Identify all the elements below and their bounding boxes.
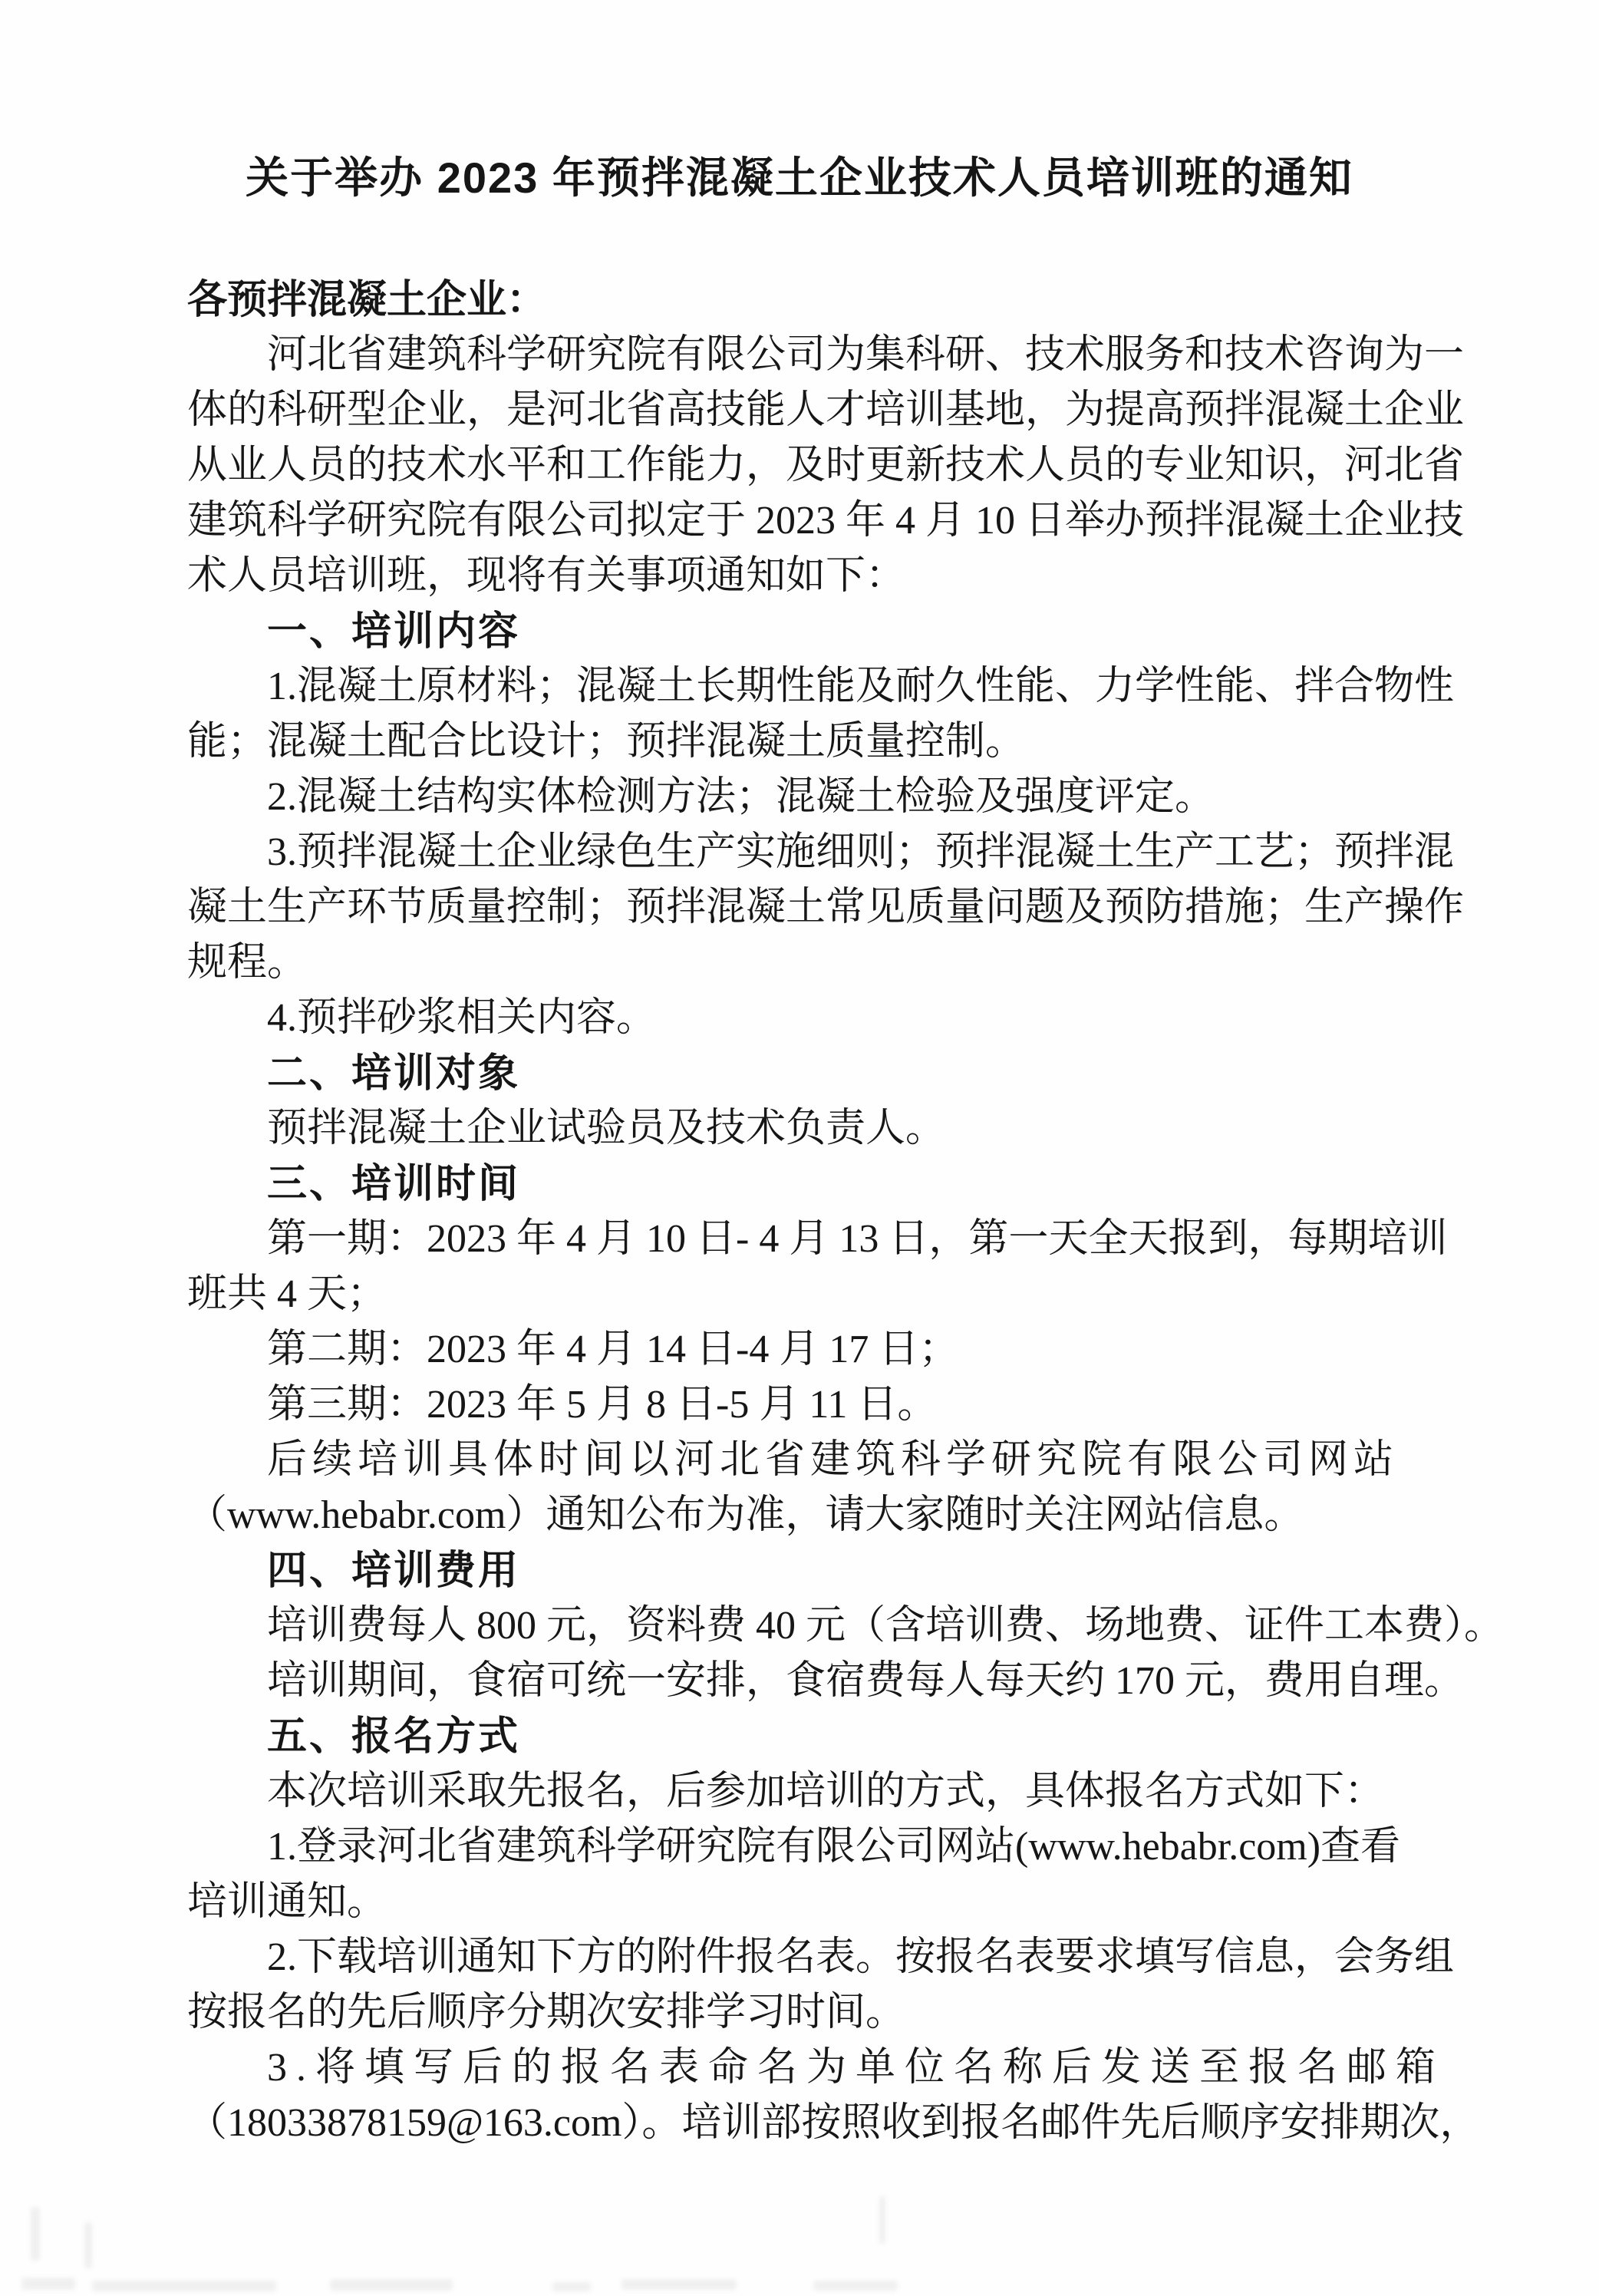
text-line: 培训通知。 <box>187 1880 387 1924</box>
text-line: 体的科研型企业，是河北省高技能人才培训基地，为提高预拌混凝土企业 <box>187 388 1465 432</box>
text-line: 按报名的先后顺序分期次安排学习时间。 <box>187 1991 906 2034</box>
text-line: 第一期：2023 年 4 月 10 日- 4 月 13 日，第一天全天报到，每期培训 <box>267 1217 1448 1261</box>
section-heading-5: 五、报名方式 <box>267 1714 521 1759</box>
text-line-website: 1.登录河北省建筑科学研究院有限公司网站(www.hebabr.com)查看 <box>267 1825 1401 1869</box>
document-title: 关于举办 2023 年预拌混凝土企业技术人员培训班的通知 <box>246 153 1353 202</box>
scan-smudge <box>552 2282 591 2291</box>
text-line: 建筑科学研究院有限公司拟定于 2023 年 4 月 10 日举办预拌混凝土企业技 <box>187 499 1465 543</box>
text-line: 第三期：2023 年 5 月 8 日-5 月 11 日。 <box>267 1383 938 1427</box>
salutation-line: 各预拌混凝土企业： <box>187 278 547 322</box>
text-line-email: （18033878159@163.com）。培训部按照收到报名邮件先后顺序安排期次， <box>187 2101 1480 2145</box>
scan-smudge <box>92 2281 276 2291</box>
text-line: 规程。 <box>187 941 308 985</box>
text-line: 术人员培训班，现将有关事项通知如下： <box>187 554 906 598</box>
text-line-website: （www.hebabr.com）通知公布为准，请大家随时关注网站信息。 <box>187 1493 1304 1537</box>
text-line: 培训期间，食宿可统一安排，食宿费每人每天约 170 元，费用自理。 <box>267 1659 1465 1703</box>
text-line: 培训费每人 800 元，资料费 40 元（含培训费、场地费、证件工本费）。 <box>267 1604 1505 1648</box>
text-line: 4.预拌砂浆相关内容。 <box>267 996 657 1040</box>
scan-smudge <box>21 2278 75 2290</box>
text-line: 班共 4 天； <box>187 1272 387 1316</box>
section-heading-1: 一、培训内容 <box>267 609 521 654</box>
text-line: 3.预拌混凝土企业绿色生产实施细则；预拌混凝土生产工艺；预拌混 <box>267 830 1455 874</box>
text-line: 河北省建筑科学研究院有限公司为集科研、技术服务和技术咨询为一 <box>267 333 1465 377</box>
section-heading-3: 三、培训时间 <box>267 1162 521 1206</box>
section-heading-2: 二、培训对象 <box>267 1051 521 1096</box>
scan-smudge <box>879 2196 885 2244</box>
scan-smudge <box>813 2281 898 2291</box>
text-line: 从业人员的技术水平和工作能力，及时更新技术人员的专业知识，河北省 <box>187 444 1465 487</box>
text-line: 2.混凝土结构实体检测方法；混凝土检验及强度评定。 <box>267 775 1215 819</box>
text-line: 2.下载培训通知下方的附件报名表。按报名表要求填写信息，会务组 <box>267 1935 1455 1979</box>
scan-bleed-artifacts <box>0 2192 1599 2296</box>
text-line: 本次培训采取先报名，后参加培训的方式，具体报名方式如下： <box>267 1770 1385 1813</box>
section-heading-4: 四、培训费用 <box>267 1549 521 1593</box>
text-line: 后续培训具体时间以河北省建筑科学研究院有限公司网站 <box>267 1438 1400 1482</box>
scan-smudge <box>621 2279 737 2290</box>
text-line: 能；混凝土配合比设计；预拌混凝土质量控制。 <box>187 720 1026 764</box>
text-line: 1.混凝土原材料；混凝土长期性能及耐久性能、力学性能、拌合物性 <box>267 665 1455 708</box>
text-line: 3.将填写后的报名表命名为单位名称后发送至报名邮箱 <box>267 2046 1446 2090</box>
scan-smudge <box>330 2279 453 2291</box>
text-line: 第二期：2023 年 4 月 14 日-4 月 17 日； <box>267 1328 959 1371</box>
document-body <box>187 272 1505 2151</box>
scan-smudge <box>31 2207 40 2261</box>
scan-smudge <box>84 2222 92 2268</box>
text-line: 预拌混凝土企业试验员及技术负责人。 <box>267 1107 946 1150</box>
text-line: 凝土生产环节质量控制；预拌混凝土常见质量问题及预防措施；生产操作 <box>187 886 1465 929</box>
